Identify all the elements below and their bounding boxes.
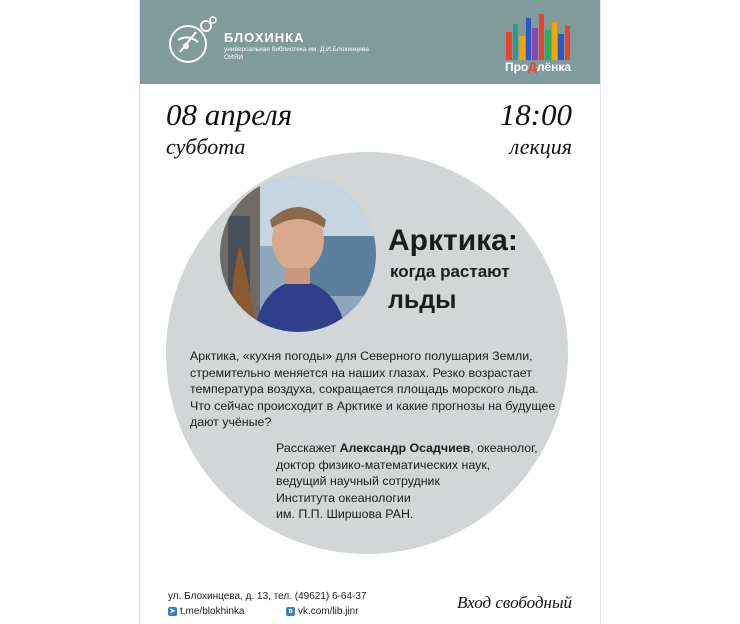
event-time: 18:00	[499, 97, 572, 132]
vk-link[interactable]: в vk.com/lib.jinr	[286, 606, 359, 617]
free-entry: Вход свободный	[456, 593, 572, 612]
poster-header	[140, 0, 600, 84]
event-format: лекция	[509, 134, 572, 159]
telegram-icon: ➤	[169, 608, 176, 615]
telegram-link[interactable]: ➤ t.me/blokhinka	[169, 606, 245, 617]
footer-address: ул. Блохинцева, д. 13, тел. (49621) 6-64-37	[168, 591, 367, 602]
event-weekday: суббота	[166, 134, 246, 159]
library-name: БЛОХИНКА	[224, 30, 305, 45]
lecture-title-line3: льды	[388, 286, 457, 314]
lecture-title-line2: когда растают	[390, 262, 510, 281]
event-date: 08 апреля	[166, 97, 293, 132]
library-subtitle: универсальная библиотека им. Д.И.Блохинцева ОИЯИ	[224, 46, 369, 61]
speaker-photo	[220, 176, 376, 332]
speaker-info: Расскажет Александр Осадчиев, океанолог, доктор физико-математических наук, ведущий научный сотрудник Института океанологии им. П.П. Ширшова РАН.	[276, 441, 538, 522]
speaker-name: Александр Осадчиев	[339, 441, 471, 455]
vk-icon: в	[286, 607, 295, 616]
event-poster	[140, 0, 600, 624]
lecture-title-line1: Арктика:	[388, 224, 518, 257]
prodlenka-name: ПроДлёнка	[504, 60, 572, 74]
prodlenka-logo-icon	[502, 10, 572, 60]
library-logo-icon	[166, 14, 220, 68]
lecture-description: Арктика, «кухня погоды» для Северного полушария Земли, стремительно меняется на наших глазах. Резко возрастает температура воздуха, сокращается площадь морского льда. Что сейчас происходит в Арктике и какие прогнозы на будущее дают учёные?	[190, 349, 556, 429]
